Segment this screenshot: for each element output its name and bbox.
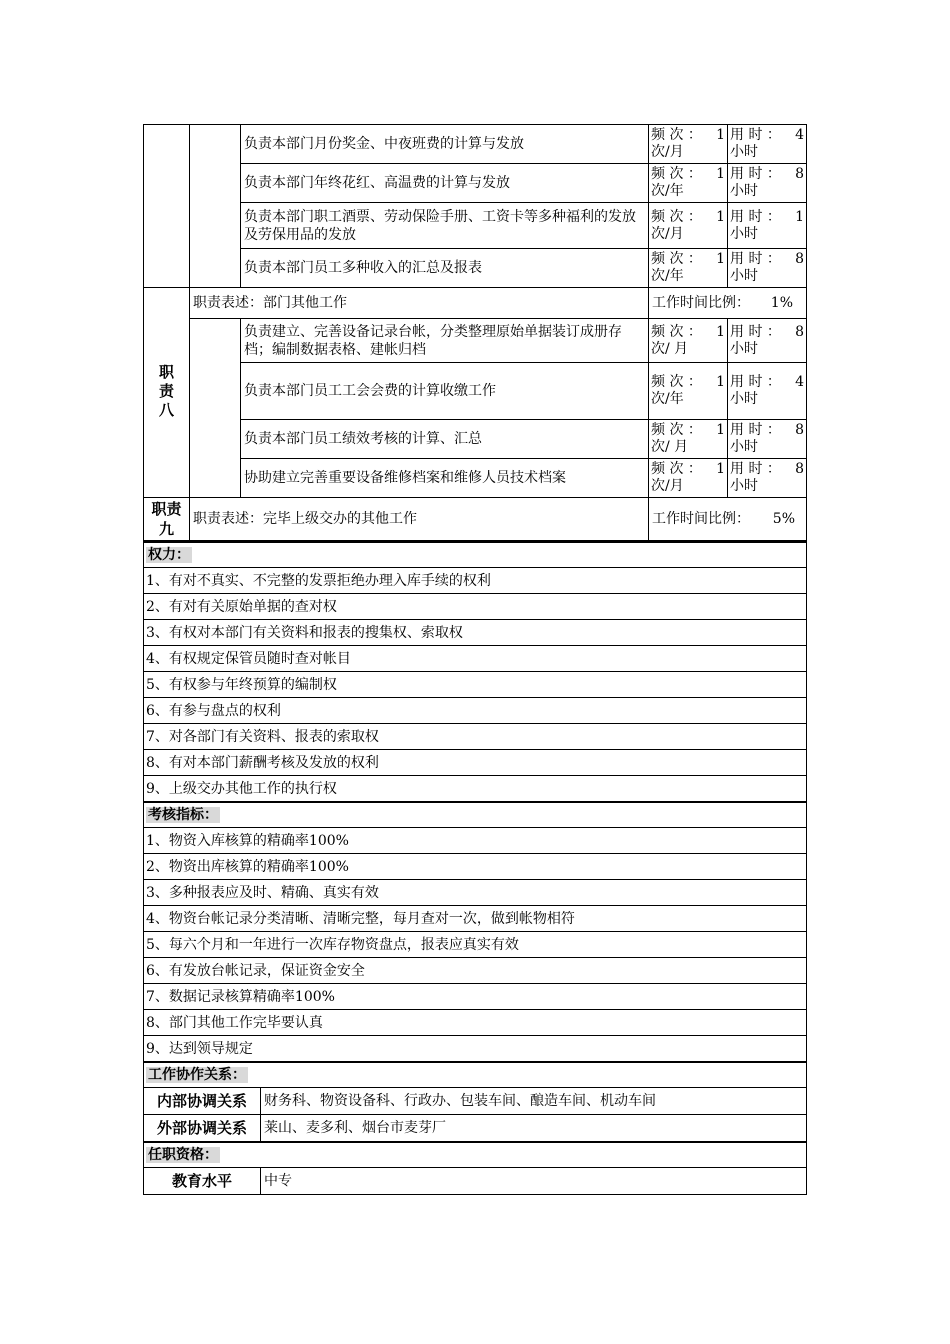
duty8-ratio-value: 1%: [770, 295, 793, 311]
frequency-cell: 频 次 ： 1 次/月: [649, 203, 728, 249]
power-item: [144, 776, 807, 803]
kpi-item: [144, 958, 807, 984]
power-item-text: 9、上级交办其他工作的执行权: [144, 776, 807, 803]
kpi-item: [144, 854, 807, 880]
kpi-item-text: 7、数据记录核算精确率100%: [144, 984, 807, 1010]
duty8-label-continuation: [144, 459, 190, 498]
duty8-task-row: [144, 319, 807, 363]
duty8-task-row: [144, 363, 807, 420]
duties-table: [143, 124, 807, 541]
duty-subcell: [190, 125, 241, 288]
job-description-document: [143, 124, 806, 1195]
time-cell: 用 时 ： 8 小时: [728, 420, 807, 459]
duty-task-row: [144, 249, 807, 288]
frequency-cell: 频 次 ： 1 次/年: [649, 363, 728, 420]
time-cell: 用 时 ： 8 小时: [728, 249, 807, 288]
duty9-statement: 职责表述：完毕上级交办的其他工作: [190, 498, 649, 541]
time-cell: 用 时 ： 8 小时: [728, 459, 807, 498]
powers-header-row: [144, 542, 807, 568]
duty8-task: 负责本部门员工工会会费的计算收缴工作: [241, 363, 649, 420]
sections-table: [143, 541, 807, 1195]
cooperation-header-row: [144, 1062, 807, 1088]
duty8-label: 职责八: [144, 363, 190, 420]
power-item: [144, 594, 807, 620]
frequency-cell: 频 次 ： 1 次/ 月: [649, 420, 728, 459]
power-item-text: 5、有权参与年终预算的编制权: [144, 672, 807, 698]
duty8-subcell: [190, 319, 241, 498]
duty9-ratio-cell: [649, 498, 807, 541]
frequency-cell: 频 次 ： 1 次/月: [649, 125, 728, 164]
duty8-ratio-label: 工作时间比例：: [652, 295, 750, 311]
duty8-task: 协助建立完善重要设备维修档案和维修人员技术档案: [241, 459, 649, 498]
duty-task: 负责本部门年终花红、高温费的计算与发放: [241, 164, 649, 203]
kpi-item-text: 2、物资出库核算的精确率100%: [144, 854, 807, 880]
internal-coordination-label: 内部协调关系: [144, 1088, 261, 1115]
power-item-text: 4、有权规定保管员随时查对帐目: [144, 646, 807, 672]
duty-task-row: [144, 125, 807, 164]
time-cell: 用 时 ： 4 小时: [728, 125, 807, 164]
duty9-ratio-value: 5%: [772, 511, 795, 527]
kpi-item-text: 6、有发放台帐记录，保证资金安全: [144, 958, 807, 984]
education-label: 教育水平: [144, 1168, 261, 1195]
time-cell: 用 时 ： 1 小时: [728, 203, 807, 249]
power-item-text: 7、对各部门有关资料、报表的索取权: [144, 724, 807, 750]
duty-task: 负责本部门员工多种收入的汇总及报表: [241, 249, 649, 288]
kpi-item: [144, 984, 807, 1010]
frequency-cell: 频 次 ： 1 次/年: [649, 164, 728, 203]
internal-coordination-row: [144, 1088, 807, 1115]
external-coordination-value: 莱山、麦多利、烟台市麦芽厂: [261, 1115, 807, 1143]
power-item: [144, 672, 807, 698]
frequency-cell: 频 次 ： 1 次/年: [649, 249, 728, 288]
external-coordination-row: [144, 1115, 807, 1143]
power-item-text: 2、有对有关原始单据的查对权: [144, 594, 807, 620]
kpi-header-row: [144, 802, 807, 828]
qualification-header-row: [144, 1142, 807, 1168]
cooperation-title: 工作协作关系：: [148, 1067, 246, 1083]
kpi-item-text: 1、物资入库核算的精确率100%: [144, 828, 807, 854]
education-value: 中专: [261, 1168, 807, 1195]
power-item-text: 8、有对本部门薪酬考核及发放的权利: [144, 750, 807, 776]
power-item: [144, 620, 807, 646]
power-item-text: 6、有参与盘点的权利: [144, 698, 807, 724]
duty9-label: 职责九: [144, 498, 190, 541]
kpi-title: 考核指标：: [148, 807, 218, 823]
duty8-label-continuation: [144, 319, 190, 363]
duty8-task-row: [144, 420, 807, 459]
duty9-row: [144, 498, 807, 541]
duty8-label-continuation: [144, 420, 190, 459]
education-row: [144, 1168, 807, 1195]
duty8-task: 负责本部门员工绩效考核的计算、汇总: [241, 420, 649, 459]
power-item-text: 1、有对不真实、不完整的发票拒绝办理入库手续的权利: [144, 568, 807, 594]
kpi-item-text: 8、部门其他工作完毕要认真: [144, 1010, 807, 1036]
power-item: [144, 568, 807, 594]
power-item-text: 3、有权对本部门有关资料和报表的搜集权、索取权: [144, 620, 807, 646]
duty8-statement: 职责表述：部门其他工作: [190, 288, 649, 319]
duty-task-row: [144, 203, 807, 249]
duty8-label-top: [144, 288, 190, 319]
qualification-title: 任职资格：: [148, 1147, 218, 1163]
duty-task-row: [144, 164, 807, 203]
frequency-cell: 频 次 ： 1 次/月: [649, 459, 728, 498]
time-cell: 用 时 ： 4 小时: [728, 363, 807, 420]
time-cell: 用 时 ： 8 小时: [728, 164, 807, 203]
duty-task: 负责本部门月份奖金、中夜班费的计算与发放: [241, 125, 649, 164]
duty-label-cell: [144, 125, 190, 288]
power-item: [144, 724, 807, 750]
duty-task: 负责本部门职工酒票、劳动保险手册、工资卡等多种福利的发放及劳保用品的发放: [241, 203, 649, 249]
kpi-item: [144, 932, 807, 958]
powers-title: 权力：: [148, 547, 190, 563]
duty8-task-row: [144, 459, 807, 498]
kpi-item-text: 3、多种报表应及时、精确、真实有效: [144, 880, 807, 906]
kpi-item: [144, 1010, 807, 1036]
internal-coordination-value: 财务科、物资设备科、行政办、包装车间、酿造车间、机动车间: [261, 1088, 807, 1115]
kpi-item: [144, 1036, 807, 1063]
kpi-item-text: 9、达到领导规定: [144, 1036, 807, 1063]
duty8-ratio-cell: [649, 288, 807, 319]
power-item: [144, 698, 807, 724]
kpi-item: [144, 828, 807, 854]
kpi-item: [144, 880, 807, 906]
frequency-cell: 频 次 ： 1 次/ 月: [649, 319, 728, 363]
power-item: [144, 750, 807, 776]
duty8-task: 负责建立、完善设备记录台帐，分类整理原始单据装订成册存档；编制数据表格、建帐归档: [241, 319, 649, 363]
kpi-item: [144, 906, 807, 932]
kpi-item-text: 4、物资台帐记录分类清晰、清晰完整，每月查对一次，做到帐物相符: [144, 906, 807, 932]
duty8-statement-row: [144, 288, 807, 319]
time-cell: 用 时 ： 8 小时: [728, 319, 807, 363]
kpi-item-text: 5、每六个月和一年进行一次库存物资盘点，报表应真实有效: [144, 932, 807, 958]
duty9-ratio-label: 工作时间比例：: [652, 511, 750, 527]
power-item: [144, 646, 807, 672]
external-coordination-label: 外部协调关系: [144, 1115, 261, 1143]
